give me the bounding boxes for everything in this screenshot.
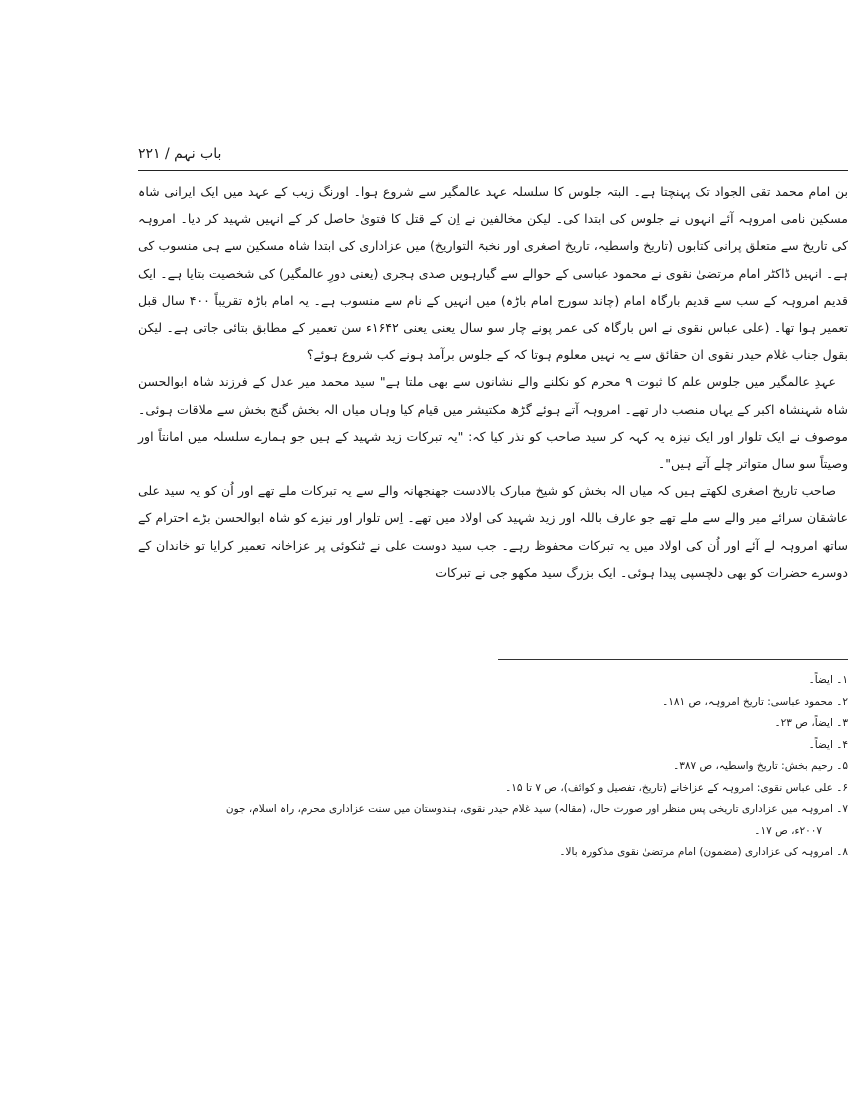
paragraph: بن امام محمد تقی الجواد تک پہنچتا ہے۔ البتہ جلوس کا سلسلہ عہد عالمگیر سے شروع ہوا۔ اورنگ زیب کے عہد میں ایک ایرانی شاہ مسکین نامی امروہہ آئے انہوں نے جلوس کی ابتدا کی۔ لیکن مخالفین نے اِن کے قتل کا فتویٰ حاصل کر کے انہیں شہید کر دیا۔ امروہہ کی تاریخ سے متعلق پرانی کتابوں (تاریخ واسطیہ، تاریخ اصغری اور نخبۃ التواریخ) میں عزاداری کی ابتدا شاہ مسکین سے ہی منسوب کی ہے۔ انہیں ڈاکٹر امام مرتضیٰ نقوی نے محمود عباسی کے حوالے سے گیارہویں صدی ہجری (یعنی دورِ عالمگیر) کی شخصیت بتایا ہے۔ ایک قدیم امروہہ کے سب سے قدیم بارگاہ امام (چاند سورج امام باڑہ) میں انہیں کے نام سے منسوب ہے۔ یہ امام باڑہ تقریباً ۴۰۰ سال قبل تعمیر ہوا تھا۔ (علی عباس نقوی نے اس بارگاہ کی عمر پونے چار سو سال یعنی یعنی ۱۶۴۲ء سن تعمیر کے مطابق بتائی جاتی ہے۔ لیکن بقول جناب غلام حیدر نقوی ان حقائق سے یہ نہیں معلوم ہوتا کہ کے جلوس برآمد ہونے کب شروع ہوئے؟ xyxy=(138,184,848,363)
footnote-divider xyxy=(498,659,848,660)
footnotes-list xyxy=(138,670,848,864)
footnote: ۱۔ ایضاً۔ xyxy=(808,674,848,686)
paragraph: عہدِ عالمگیر میں جلوس علم کا ثبوت ۹ محرم کو نکلنے والے نشانوں سے بھی ملتا ہے" سید محمد میر عدل کے فرزند شاہ ابوالحسن شاہ شہنشاہ اکبر کے یہاں منصب دار تھے۔ امروہہ آتے ہوئے گڑھ مکتیشر میں قیام کیا وہاں میاں الہ بخش گنج بخش سے ملاقات ہوئی۔ موصوف نے ایک تلوار اور ایک نیزہ یہ کہہ کر سید صاحب کو نذر کیا کہ: "یہ تبرکات زید شہید کے ہیں جو ہمارے سلسلہ میں امانتاً اور وصیتاً سو سال متواتر چلے آتے ہیں"۔ xyxy=(138,374,848,472)
footnote: ۸۔ امروہہ کی عزاداری (مضمون) امام مرتضیٰ نقوی مذکورہ بالا۔ xyxy=(559,846,848,858)
footnote: ۳۔ ایضاً، ص ۲۳۔ xyxy=(774,717,848,729)
footnote: ۴۔ ایضاً۔ xyxy=(808,738,848,751)
header-divider xyxy=(138,170,848,171)
footnote-continuation: ۲۰۰۷ء، ص ۱۷۔ xyxy=(754,824,822,837)
footnote: ۶۔ علی عباس نقوی: امروہہ کے عزاخانے (تاریخ، تفصیل و کوائف)، ص ۷ تا ۱۵۔ xyxy=(505,781,848,794)
running-head: باب نہم / ۲۲۱ xyxy=(138,146,222,162)
main-text xyxy=(138,178,848,586)
paragraph: صاحب تاریخ اصغری لکھتے ہیں کہ میاں الہ بخش کو شیخ مبارک بالادست جھنجھانہ والے سے یہ تبرکات ملے تھے اور اُن کو یہ سید علی عاشقان سرائے میر والے سے ملے تھے جو عارف باللہ اور زید شہید کی اولاد میں تھے۔ اِس تلوار اور نیزے کو شاہ ابوالحسن بڑے احترام کے ساتھ امروہہ لے آئے اور اُن کی اولاد میں یہ تبرکات محفوظ رہے۔ جب سید دوست علی نے ٹنکوئی پر عزاخانہ تعمیر کرایا تو خاندان کے دوسرے حضرات کو بھی دلچسپی پیدا ہوئی۔ ایک بزرگ سید مکھو جی نے تبرکات xyxy=(138,483,848,580)
footnote: ۵۔ رحیم بخش: تاریخ واسطیہ، ص ۳۸۷۔ xyxy=(673,760,848,772)
footnote: ۷۔ امروہہ میں عزاداری تاریخی پس منظر اور صورت حال، (مقالہ) سید غلام حیدر نقوی، ہندوستان میں سنت عزاداری محرم، راہ اسلام، جون xyxy=(225,803,848,815)
page-header xyxy=(138,146,848,168)
footnote: ۲۔ محمود عباسی: تاریخ امروہہ، ص ۱۸۱۔ xyxy=(662,695,848,708)
